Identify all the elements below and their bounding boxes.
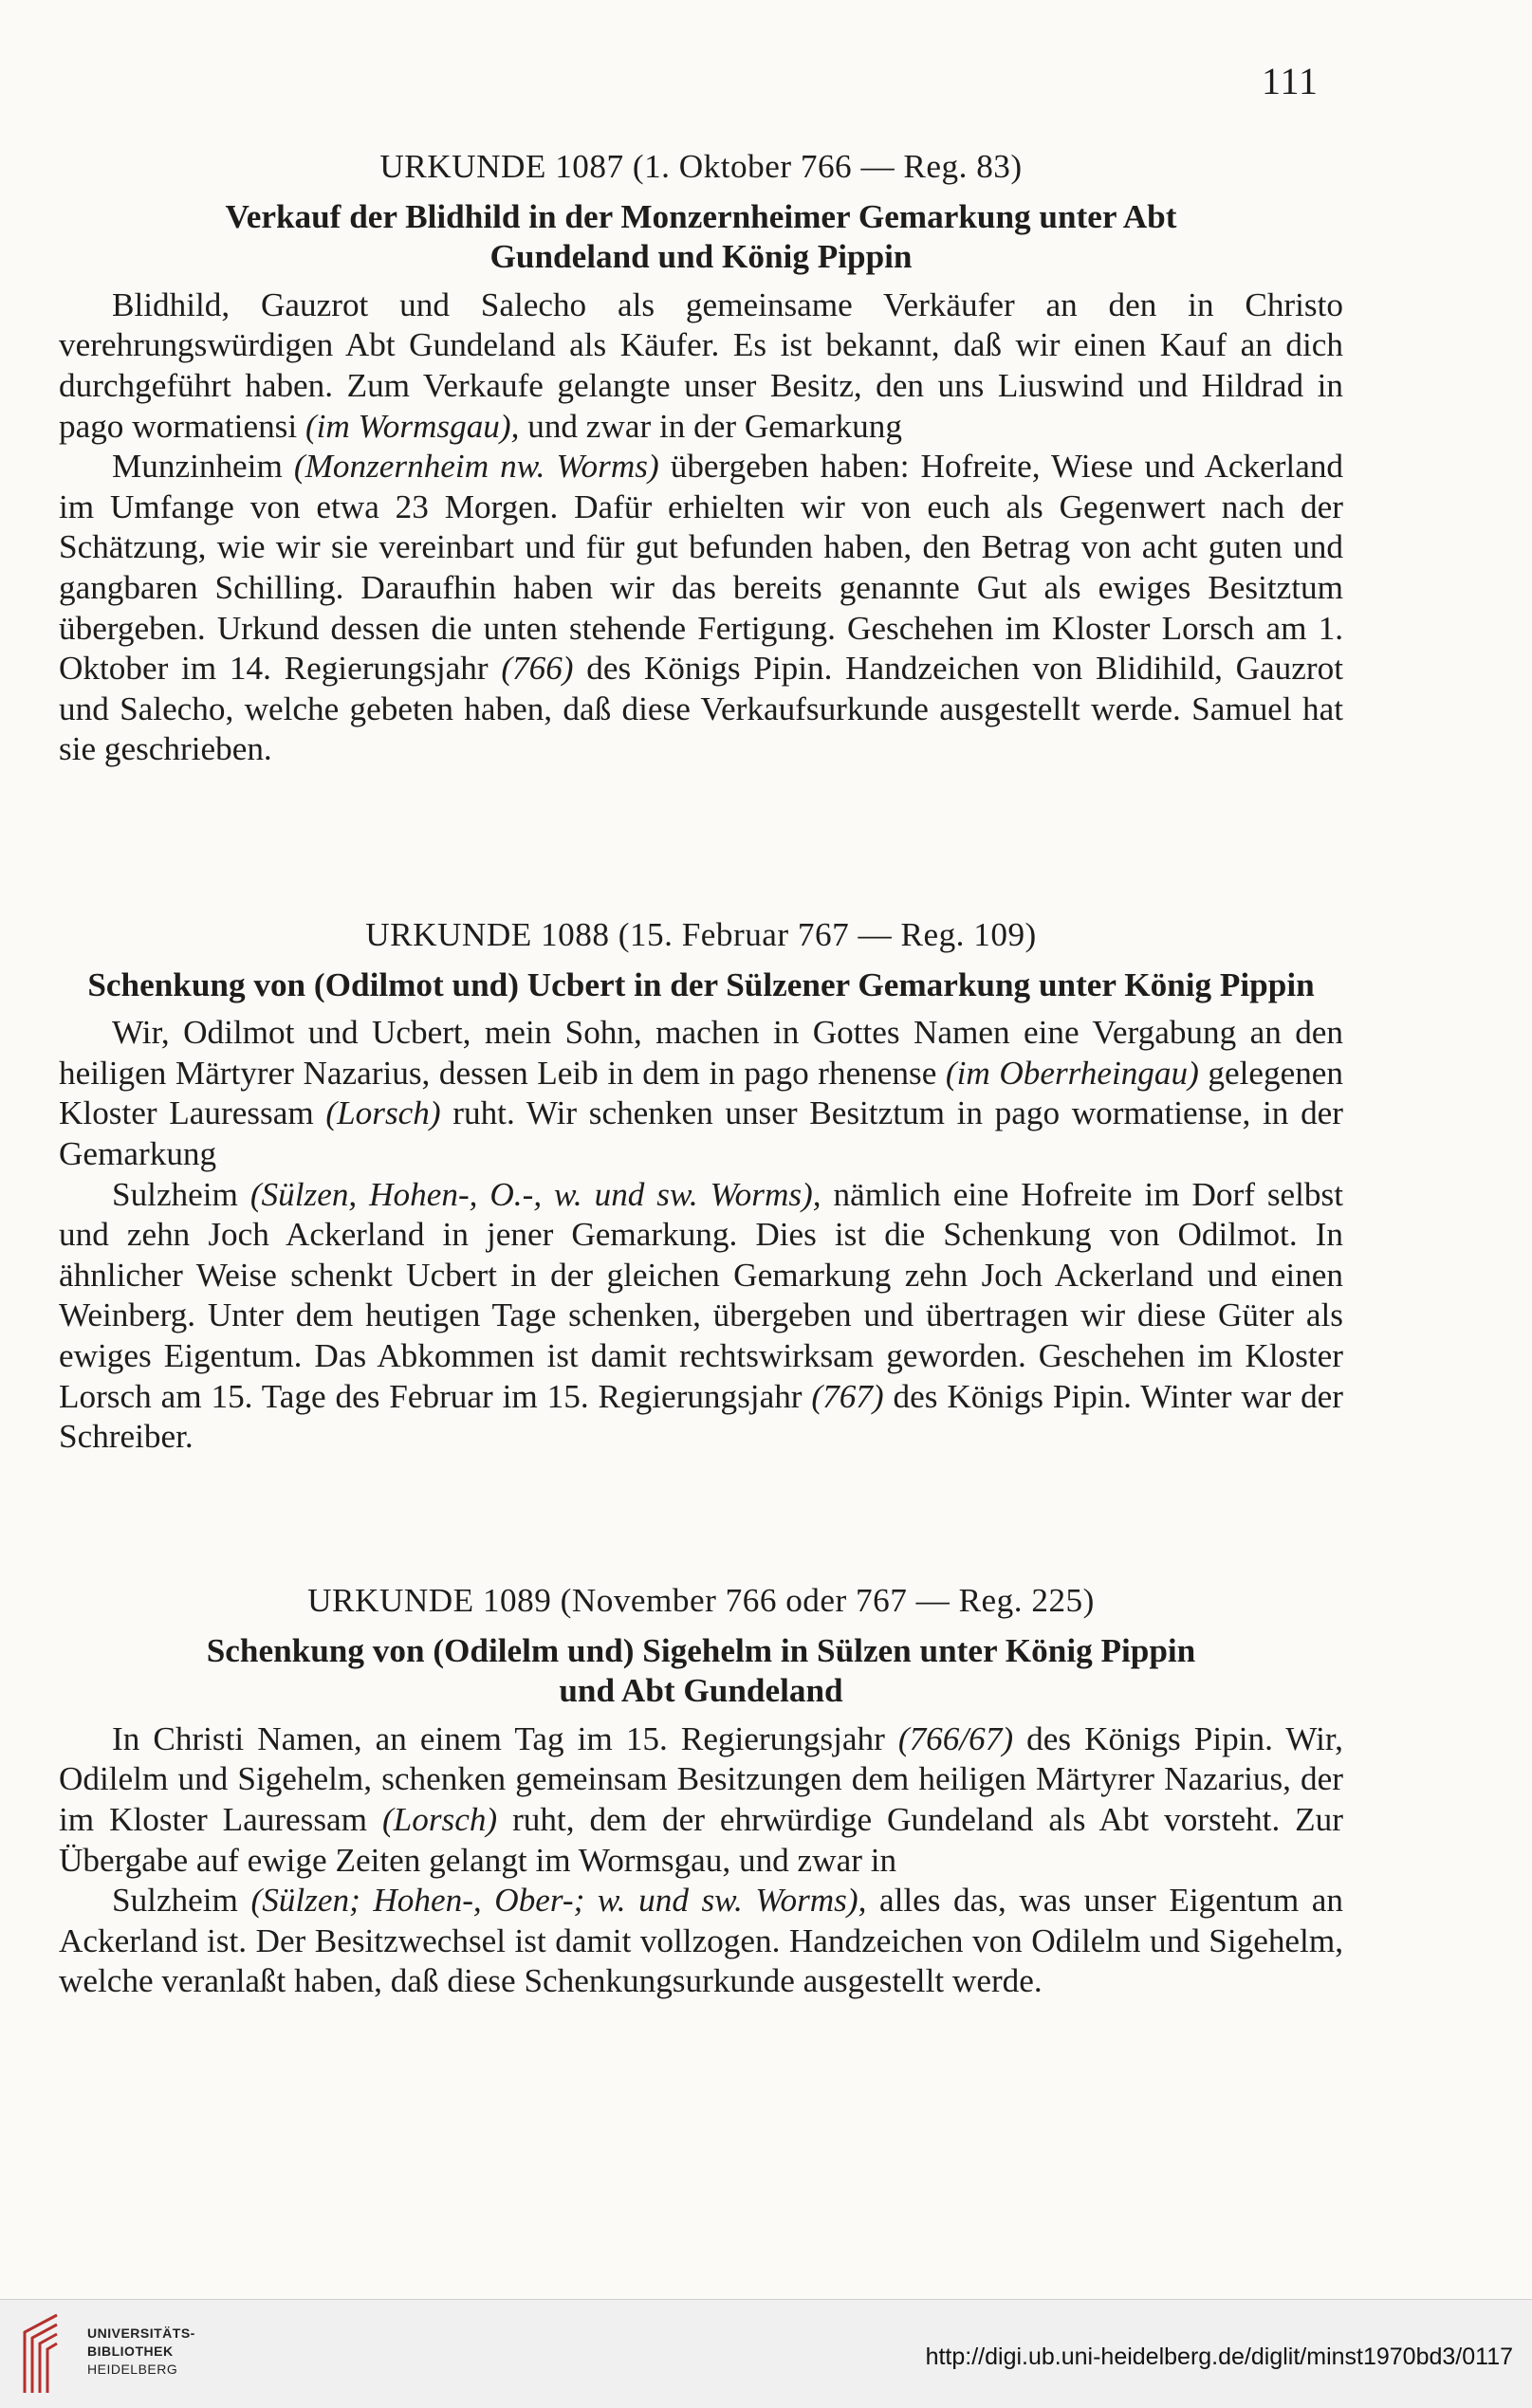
document-paragraph: Munzinheim (Monzernheim nw. Worms) übergeben haben: Hofreite, Wiese und Ackerland im Umfange von etwa 23 Morgen. Dafür erhielten wir von euch als Gegenwert nach der Schätzung, wie wir sie vereinbart und für gut befunden haben, den Betrag von acht guten und gangbaren Schilling. Daraufhin haben wir das bereits genannte Gut als ewiges Besitztum übergeben. Urkund dessen die unten stehende Fertigung. Geschehen im Kloster Lorsch am 1. Oktober im 14. Regierungsjahr (766) des Königs Pipin. Handzeichen von Blidihild, Gauzrot und Salecho, welche gebeten haben, daß diese Verkaufsurkunde ausgestellt werde. Samuel hat sie geschrieben. [59,448,1344,768]
library-name: UNIVERSITÄTS- BIBLIOTHEK HEIDELBERG [87,2325,195,2377]
document-paragraph: In Christi Namen, an einem Tag im 15. Regierungsjahr (766/67) des Königs Pipin. Wir, Odilelm und Sigehelm, schenken gemeinsam Besitzungen dem heiligen Märtyrer Nazarius, der im Kloster Lauressam (Lorsch) ruht, dem der ehrwürdige Gundeland als Abt vorsteht. Zur Übergabe auf ewige Zeiten gelangt im Wormsgau, und zwar in [59,1719,1343,1879]
page-number: 111 [1262,60,1320,102]
document-heading: URKUNDE 1088 (15. Februar 767 — Reg. 109) [365,916,1037,953]
document-title: Schenkung von (Odilmot und) Ucbert in der Sülzener Gemarkung unter König Pippin [87,965,1315,1003]
document-paragraph: Sulzheim (Sülzen, Hohen-, O.-, w. und sw. Worms), nämlich eine Hofreite im Dorf selbst und zehn Joch Ackerland in jener Gemarkung. Dies ist die Schenkung von Odilmot. In ähnlicher Weise schenkt Ucbert in der gleichen Gemarkung zehn Joch Ackerland und einen Weinberg. Unter dem heutigen Tage schenken, übergeben und übertragen wir diese Güter als ewiges Eigentum. Das Abkommen ist damit rechtswirksam geworden. Geschehen im Kloster Lorsch am 15. Tage des Februar im 15. Regierungsjahr (767) des Königs Pipin. Winter war der Schreiber. [59,1175,1343,1456]
document-title: Schenkung von (Odilelm und) Sigehelm in Sülzen unter König Pippin und Abt Gundeland [206,1631,1196,1710]
document-heading: URKUNDE 1087 (1. Oktober 766 — Reg. 83) [379,148,1023,185]
document-heading: URKUNDE 1089 (November 766 oder 767 — Reg. 225) [307,1582,1095,1619]
source-url-link[interactable]: http://digi.ub.uni-heidelberg.de/diglit/minst1970bd3/0117 [925,2344,1513,2370]
document-1088 [59,915,1343,1458]
document-1089 [59,1581,1343,2002]
document-paragraph: Blidhild, Gauzrot und Salecho als gemeinsame Verkäufer an den in Christo verehrungswürdigen Abt Gundeland als Käufer. Es ist bekannt, daß wir einen Kauf an dich durchgeführt haben. Zum Verkaufe gelangte unser Besitz, den uns Liuswind und Hildrad in pago wormatiensi (im Wormsgau), und zwar in der Gemarkung [59,285,1343,445]
document-paragraph: Sulzheim (Sülzen; Hohen-, Ober-; w. und sw. Worms), alles das, was unser Eigentum an Ackerland ist. Der Besitzwechsel ist damit vollzogen. Handzeichen von Odilelm und Sigehelm, welche veranlaßt haben, daß diese Schenkungsurkunde ausgestellt werde. [59,1882,1344,2000]
library-logo-icon [19,2311,76,2397]
document-paragraph: Wir, Odilmot und Ucbert, mein Sohn, machen in Gottes Namen eine Vergabung an den heiligen Märtyrer Nazarius, dessen Leib in dem in pago rhenense (im Oberrheingau) gelegenen Kloster Lauressam (Lorsch) ruht. Wir schenken unser Besitztum in pago wormatiense, in der Gemarkung [59,1014,1343,1172]
footer-bar [0,2299,1532,2408]
document-title: Verkauf der Blidhild in der Monzernheimer Gemarkung unter Abt Gundeland und König Pippin [225,197,1177,276]
document-1087 [59,147,1343,770]
